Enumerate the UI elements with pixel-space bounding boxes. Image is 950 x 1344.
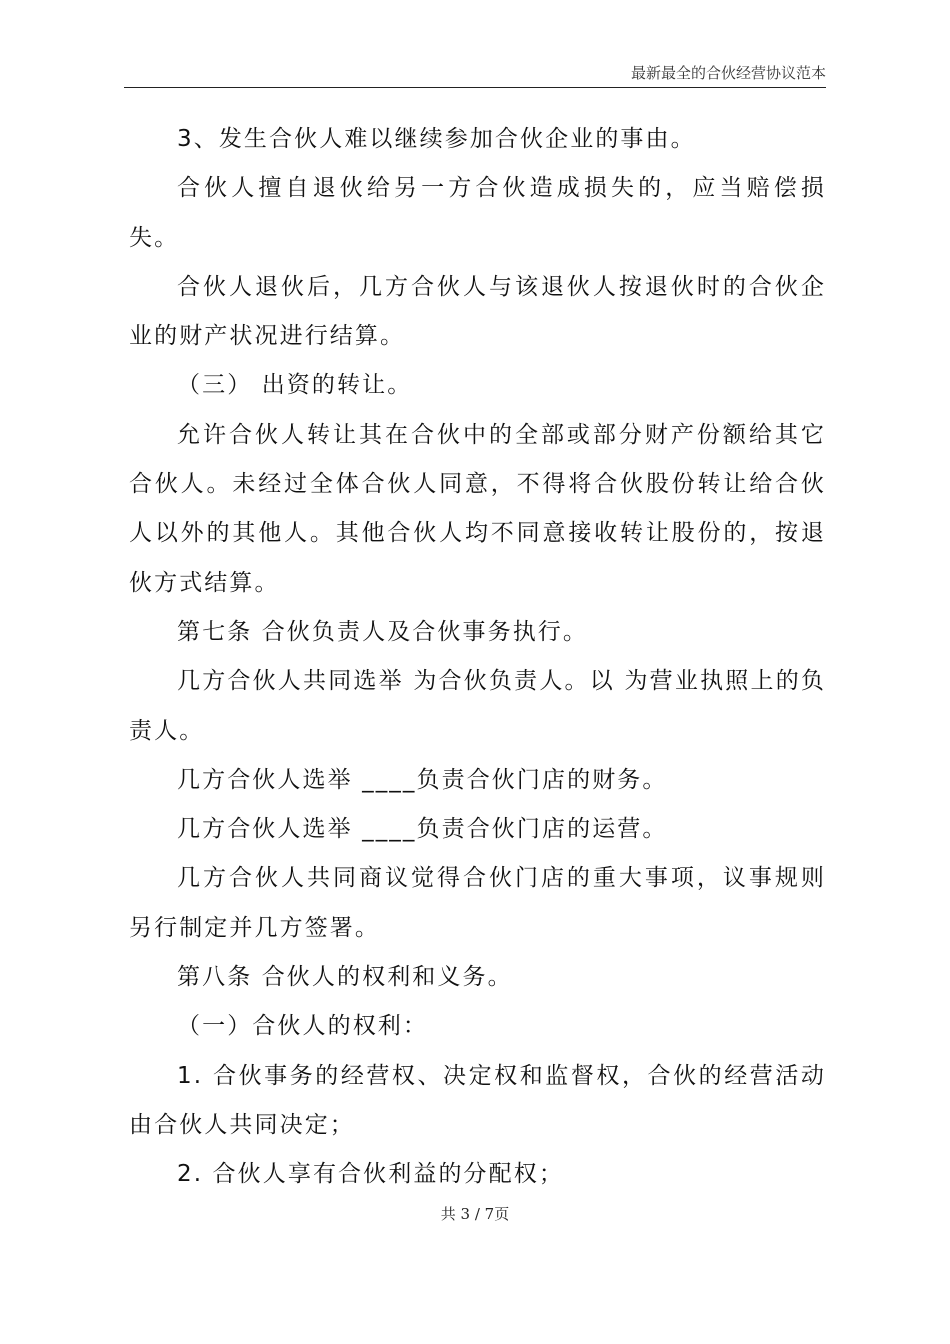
page-footer	[0, 1204, 950, 1224]
article-heading-7: 第七条 合伙负责人及合伙事务执行。	[177, 618, 589, 645]
paragraph-elect-finance: 几方合伙人选举 ____负责合伙门店的财务。	[177, 766, 668, 793]
section-heading-partner-rights: （一）合伙人的权利：	[177, 1013, 428, 1040]
page-indicator: 共 3 / 7页	[440, 1205, 510, 1223]
paragraph-right-2: 2. 合伙人享有合伙利益的分配权；	[177, 1161, 564, 1188]
paragraph-right-1: 1. 合伙事务的经营权、决定权和监督权，合伙的经营活动由合伙人共同决定；	[129, 1062, 826, 1138]
paragraph-capital-transfer-rules: 允许合伙人转让其在合伙中的全部或部分财产份额给其它合伙人。未经过全体合伙人同意，不得将合伙股份转让给合伙人以外的其他人。其他合伙人均不同意接收转让股份的，按退伙方式结算。	[129, 421, 826, 596]
header-divider	[124, 87, 826, 88]
paragraph-withdrawal-settlement: 合伙人退伙后，几方合伙人与该退伙人按退伙时的合伙企业的财产状况进行结算。	[129, 273, 826, 350]
paragraph-elect-manager: 几方合伙人共同选举 为合伙负责人。以 为营业执照上的负责人。	[129, 668, 826, 744]
paragraph-major-matters: 几方合伙人共同商议觉得合伙门店的重大事项，议事规则另行制定并几方签署。	[129, 865, 826, 941]
paragraph-withdrawal-reason-3: 3、发生合伙人难以继续参加合伙企业的事由。	[177, 126, 696, 152]
header-title: 最新最全的合伙经营协议范本	[630, 64, 826, 82]
page-header	[124, 0, 826, 90]
paragraph-unauthorized-withdrawal: 合伙人擅自退伙给另一方合伙造成损失的，应当赔偿损失。	[129, 175, 826, 251]
document-body	[129, 115, 826, 1200]
paragraph-elect-operations: 几方合伙人选举 ____负责合伙门店的运营。	[177, 816, 668, 843]
article-heading-8: 第八条 合伙人的权利和义务。	[177, 964, 513, 991]
section-heading-capital-transfer: （三） 出资的转让。	[177, 372, 413, 399]
